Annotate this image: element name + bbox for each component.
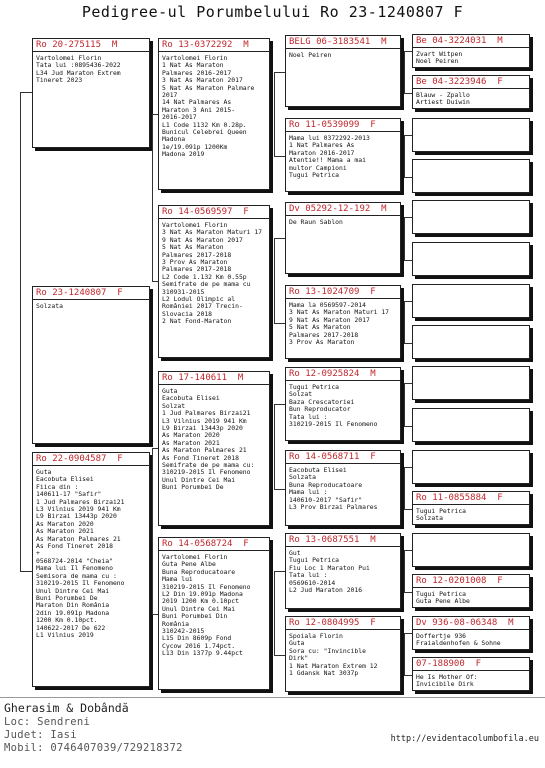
gen4-box-9[interactable] — [412, 366, 530, 400]
box-details: Blauw - Zpallo Artiest Duiwin — [416, 91, 470, 107]
sex-mark: F — [370, 452, 376, 462]
box-details: Mama la 0569597-2014 3 Nat As Maraton Maturi 17 9 Nat As Maraton 2017 5 Nat As Maraton Palmares 2017-2018 3 Prov As Maraton — [289, 301, 390, 347]
sex-mark: F — [370, 287, 376, 297]
gen3-box-8[interactable] — [285, 616, 401, 692]
connector — [20, 92, 32, 572]
connector — [152, 448, 158, 615]
connector — [404, 550, 412, 593]
ring-number: Ro 14-0568711 — [289, 452, 360, 462]
box-header — [286, 368, 400, 381]
sex-mark: M — [508, 618, 514, 628]
connector — [404, 301, 412, 344]
dam-header — [33, 453, 149, 466]
gen3-box-7[interactable] — [285, 533, 401, 609]
sex-mark: F — [243, 539, 249, 549]
sex-mark: M — [370, 535, 376, 545]
box-header — [286, 451, 400, 464]
gen4-box-14[interactable] — [412, 574, 530, 608]
sex-mark: M — [497, 36, 503, 46]
box-details: Mama lui 0372292-2013 1 Nat Palmares As Maraton 2016-2017 Atentie!! Mama a mai multor Campioni Tugui Petrica — [289, 134, 370, 180]
subject-details: Solzata — [36, 302, 63, 310]
connector — [274, 404, 285, 490]
box-details: Zvart Witpen Noel Peiren — [416, 50, 463, 66]
box-details: Spoiala Florin Guta Sora cu: "Invincible Dirk" 1 Nat Maraton Extrem 12 1 Gdansk Nat 3037p — [289, 632, 378, 678]
sire-header — [33, 39, 149, 52]
box-details: Noel Peiren — [289, 51, 332, 59]
sex-mark: M — [381, 204, 387, 214]
gen4-box-4[interactable] — [412, 159, 530, 193]
sex-mark: M — [237, 373, 244, 383]
connector — [274, 571, 285, 656]
connector — [404, 51, 412, 94]
connector — [404, 633, 412, 676]
box-details: Vartolomei Florin 3 Nat As Maraton Maturi 17 9 Nat As Maraton 2017 5 Nat As Maraton Palmares 2017-2018 3 Prov As Maraton Palmares 2017-2018 L2 Code 1.132 Km 0.55p Semifrate de pe mama cu 310931-2015 L2 Lodul Olimpic al României 2017 Trecin- Slovacia 2018 2 Nat Fond-Maraton — [162, 221, 263, 326]
sex-mark: M — [111, 40, 118, 50]
box-header — [286, 286, 400, 299]
footer-divider — [0, 697, 545, 698]
gen4-box-10[interactable] — [412, 408, 530, 442]
box-header — [286, 534, 400, 547]
box-header — [413, 617, 529, 630]
box-header — [413, 35, 529, 48]
sex-mark: F — [117, 454, 123, 464]
gen4-box-5[interactable] — [412, 200, 530, 234]
box-details: Tugui Petrica Guta Pene Albe — [416, 590, 470, 606]
gen4-box-12[interactable] — [412, 491, 530, 525]
gen3-box-6[interactable] — [285, 450, 401, 526]
gen4-box-11[interactable] — [412, 450, 530, 484]
sire-details: Vartolomei Florin Tata lui :0895436-2022 L34 Jud Maraton Extrem Tineret 2023 — [36, 54, 121, 85]
connector — [152, 114, 158, 282]
ring-number: Ro 22-0904587 — [36, 454, 107, 464]
box-header — [286, 119, 400, 132]
ring-number: Ro 11-0855884 — [416, 493, 487, 503]
sex-mark: F — [243, 207, 249, 217]
ring-number: Ro 23-1240807 — [36, 288, 107, 298]
gen4-box-13[interactable] — [412, 533, 530, 567]
dam-sire-box[interactable] — [158, 371, 270, 526]
box-details: Vartolomei Florin Guta Pene Albe Buna Reproducatoare Mama lui 310219-2015 Il Fenomeno L2 Din 19.091p Madona 2019 1200 Km 0.10pct Unul Dintre Cei Mai Buni Porumbei Din România 310242-2015 L15 Din 8609p Fond Cycow 2016 1.74pct. L13 Din 1377p 9.44pct — [162, 553, 251, 658]
gen4-box-16[interactable] — [412, 657, 530, 691]
ring-number: Ro 12-0925824 — [289, 369, 360, 379]
box-details: Doffertje 936 Fraialdenhofen & Sohne — [416, 632, 501, 648]
sex-mark: F — [475, 659, 482, 669]
box-header — [159, 39, 269, 52]
gen4-box-8[interactable] — [412, 325, 530, 359]
connector — [404, 217, 412, 261]
connector — [274, 238, 285, 324]
dam-box[interactable] — [32, 452, 150, 687]
sex-mark: F — [497, 493, 503, 503]
connector — [404, 467, 412, 510]
gen4-box-7[interactable] — [412, 284, 530, 318]
ring-number: Be 04-3223946 — [416, 77, 487, 87]
gen4-box-6[interactable] — [412, 242, 530, 276]
connector — [274, 72, 285, 157]
ring-number: Ro 14-0569597 — [162, 207, 233, 217]
ring-number: Ro 13-1024709 — [289, 287, 360, 297]
ring-number: Ro 12-0201008 — [416, 576, 487, 586]
box-header — [413, 492, 529, 505]
dam-dam-box[interactable] — [158, 537, 270, 690]
ring-number: Ro 20-275115 — [36, 40, 102, 50]
box-header — [286, 36, 400, 49]
box-details: Tugui Petrica Solzata — [416, 507, 467, 523]
gen4-box-2[interactable] — [412, 75, 530, 109]
ring-number: Ro 14-0568724 — [162, 539, 233, 549]
gen3-box-2[interactable] — [285, 118, 401, 192]
ring-number: Ro 12-0804995 — [289, 618, 360, 628]
sex-mark: F — [370, 120, 376, 130]
ring-number: BELG 06-3183541 — [289, 37, 371, 47]
website-link[interactable]: http://evidentacolumbofila.eu — [390, 734, 539, 744]
ring-number: Dv 05292-12-192 — [289, 204, 371, 214]
breeder-name: Gherasim & Dobândă — [4, 701, 129, 715]
ring-number: Ro 17-140611 — [162, 373, 228, 383]
box-details: Gut Tugui Petrica Fiu Loc 1 Maraton Pui Tata lui : 0569610-2014 L2 Jud Maraton 2016 — [289, 549, 370, 595]
box-header — [413, 76, 529, 89]
box-details: He Is Mother Of: Invicibile Dirk — [416, 673, 478, 689]
connector — [404, 383, 412, 427]
ring-number: Dv 936-08-06348 — [416, 618, 498, 628]
subject-header — [33, 287, 149, 300]
ring-number: Be 04-3224031 — [416, 36, 487, 46]
box-details: Guta Eacobuta Elisei Solzat 1 Jud Palmares Birzai21 L3 Vilnius 2019 941 Km L9 Birzai 13443p 2020 As Maraton 2020 As Maraton 2021 As Maraton Palmares 21 As Fond Tineret 2018 Semifrate de pe mama cu: 310219-2015 Il Fenomeno Unul Dintre Cei Mai Buni Porumbei De — [162, 387, 255, 492]
box-header — [159, 372, 269, 385]
box-details: Eacobuta Elisei Solzata Buna Reproducatoare Mama lui : 140610-2017 "Safir" L3 Prov Birzai Palmares — [289, 466, 378, 512]
box-details: Tugui Petrica Solzat Baza Crescatoriei Bun Reproducator Tata lui : 310219-2015 Il Fenomeno — [289, 383, 378, 429]
box-details: Vartolomei Florin 1 Nat As Maraton Palmares 2016-2017 3 Nat As Maraton 2017 5 Nat As Maraton Palmare 2017 14 Nat Palmares As Maraton 3 Ani 2015- 2016-2017 L1 Code 1132 Km 0.28p. Bunicul Celebrei Queen Madona 1e/19.091p 1200Km Madona 2019 — [162, 54, 255, 159]
sire-dam-box[interactable] — [158, 205, 270, 358]
box-header — [159, 206, 269, 219]
breeder-location: Loc: Sendreni — [4, 716, 91, 728]
sex-mark: F — [370, 618, 376, 628]
box-header — [159, 538, 269, 551]
box-header — [286, 617, 400, 630]
ring-number: Ro 11-0539099 — [289, 120, 360, 130]
ring-number: Ro 13-0372292 — [162, 40, 233, 50]
box-header — [286, 203, 400, 216]
subject-box[interactable] — [32, 286, 150, 444]
sex-mark: F — [497, 77, 503, 87]
dam-details: Guta Eacobuta Elisei Fiica din : 140611-17 "Safir" 1 Jud Palmares Birzai21 L3 Vilnius 2019 941 Km L9 Birzai 13443p 2020 As Maraton 2020 As Maraton 2021 As Maraton Palmares 21 As Fond Tineret 2018 + 0568724-2014 "Cheia" Mama lui Il Fenomeno Semisora de mama cu : 310219-2015 Il Fenomeno Unul Dintre Cei Mai Buni Porumbei De Maraton Din România 2din 19.091p Madona 1200 Km 0.10pct. 140622-2017 De 622 L1 Vilnius 2019 — [36, 468, 125, 639]
page-title: Pedigree-ul Porumbelului Ro 23-1240807 F — [81, 3, 464, 21]
gen3-box-5[interactable] — [285, 367, 401, 441]
sex-mark: M — [370, 369, 376, 379]
gen3-box-3[interactable] — [285, 202, 401, 274]
box-header — [413, 658, 529, 671]
breeder-county: Judet: Iasi — [4, 729, 77, 741]
sex-mark: M — [243, 40, 249, 50]
gen4-box-1[interactable] — [412, 34, 530, 68]
ring-number: Ro 13-0687551 — [289, 535, 360, 545]
box-details: De Raun Sablon — [289, 218, 343, 226]
sex-mark: M — [381, 37, 387, 47]
box-header — [413, 575, 529, 588]
gen3-box-4[interactable] — [285, 285, 401, 359]
sex-mark: F — [497, 576, 503, 586]
gen4-box-3[interactable] — [412, 118, 530, 152]
ring-number: 07-188900 — [416, 659, 465, 669]
gen3-box-1[interactable] — [285, 35, 401, 107]
breeder-phone: Mobil: 0746407039/729218372 — [4, 742, 183, 754]
sex-mark: F — [117, 288, 123, 298]
sire-box[interactable] — [32, 38, 150, 148]
sire-sire-box[interactable] — [158, 38, 270, 190]
connector — [404, 135, 412, 178]
gen4-box-15[interactable] — [412, 616, 530, 650]
